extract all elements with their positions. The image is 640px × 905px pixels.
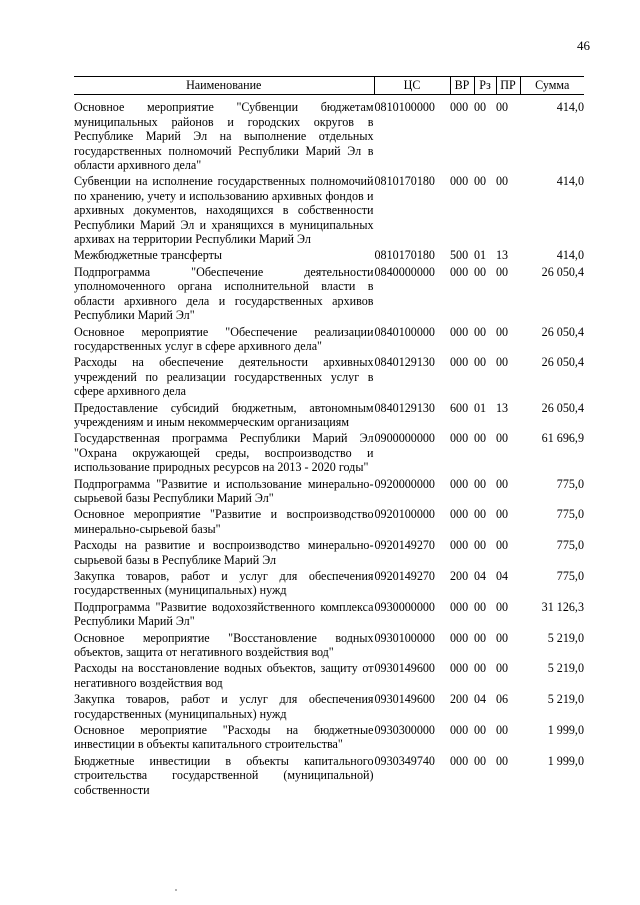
cell-vr: 200: [450, 692, 469, 707]
cell-name: Расходы на развитие и воспроизводство минерально-сырьевой базы в Республике Марий Эл: [74, 538, 374, 567]
cell-cs: 0930149600: [374, 692, 435, 707]
scan-speck: [175, 889, 177, 891]
cell-pr: 00: [496, 355, 509, 370]
cell-rz: 01: [474, 248, 487, 263]
cell-pr: 00: [496, 661, 509, 676]
cell-vr: 000: [450, 630, 469, 645]
cell-sum: 26 050,4: [541, 264, 584, 279]
cell-vr: 000: [450, 661, 469, 676]
table-row: [74, 631, 584, 662]
cell-name: Бюджетные инвестиции в объекты капитального строительства государственной (муниципальной) собственности: [74, 753, 374, 797]
cell-name: Подпрограмма "Развитие и использование минерально-сырьевой базы Республики Марий Эл": [74, 476, 374, 505]
cell-pr: 13: [496, 248, 509, 263]
cell-cs: 0920149270: [374, 538, 435, 553]
cell-vr: 000: [450, 538, 469, 553]
cell-sum: 775,0: [556, 569, 584, 583]
cell-name: Закупка товаров, работ и услуг для обеспечения государственных (муниципальных) нужд: [74, 692, 374, 721]
column-header-rz: Рз: [474, 77, 496, 95]
cell-sum: 414,0: [556, 100, 584, 115]
cell-rz: 01: [474, 400, 487, 415]
cell-rz: 00: [474, 324, 487, 339]
cell-rz: 00: [474, 174, 487, 189]
cell-vr: 000: [450, 264, 469, 279]
cell-sum: 414,0: [556, 174, 584, 189]
cell-vr: 000: [450, 355, 469, 370]
cell-pr: 00: [496, 100, 509, 115]
cell-name: Субвенции на исполнение государственных полномочий по хранению, учету и использованию архивных фондов и архивных документов, находящихся в собственности Республики Марий Эл и хранящихся в муниципальных архивах на территории Республики Марий Эл: [74, 174, 374, 247]
table-row: [74, 95, 584, 175]
cell-vr: 000: [450, 599, 469, 614]
cell-rz: 00: [474, 355, 487, 370]
cell-sum: 775,0: [556, 507, 584, 522]
cell-vr: 000: [450, 723, 469, 738]
cell-cs: 0920000000: [374, 476, 435, 491]
cell-cs: 0840000000: [374, 264, 435, 279]
cell-pr: 00: [496, 599, 509, 614]
cell-name: Государственная программа Республики Марий Эл "Охрана окружающей среды, воспроизводство и использование природных ресурсов на 2013 - 2020 годы": [74, 431, 374, 475]
table-row: [74, 265, 584, 325]
table-row: [74, 723, 584, 754]
cell-sum: 26 050,4: [541, 355, 584, 370]
table-row: [74, 355, 584, 400]
column-header-pr: ПР: [496, 77, 520, 95]
cell-pr: 00: [496, 507, 509, 522]
column-header-name: Наименование: [74, 77, 374, 95]
table-row: [74, 431, 584, 476]
budget-table: [74, 76, 584, 799]
cell-name: Подпрограмма "Обеспечение деятельности уполномоченного органа исполнительной власти в области архивного дела и государственных архивов Республики Марий Эл": [74, 264, 374, 323]
cell-pr: 00: [496, 264, 509, 279]
cell-vr: 000: [450, 324, 469, 339]
cell-name: Основное мероприятие "Развитие и воспроизводство минерально-сырьевой базы": [74, 507, 374, 536]
cell-vr: 000: [450, 174, 469, 189]
cell-pr: 00: [496, 174, 509, 189]
cell-rz: 04: [474, 569, 487, 583]
cell-vr: 000: [450, 476, 469, 491]
cell-rz: 00: [474, 507, 487, 522]
cell-rz: 00: [474, 661, 487, 676]
cell-rz: 04: [474, 692, 487, 707]
cell-pr: 00: [496, 431, 509, 446]
cell-pr: 00: [496, 753, 509, 768]
cell-sum: 26 050,4: [541, 400, 584, 415]
page-number: 46: [577, 38, 590, 53]
cell-name: Основное мероприятие "Расходы на бюджетные инвестиции в объекты капитального строительства": [74, 723, 374, 752]
cell-cs: 0810170180: [374, 174, 435, 189]
cell-pr: 06: [496, 692, 509, 707]
table-body: [74, 95, 584, 799]
cell-cs: 0930000000: [374, 599, 435, 614]
cell-rz: 00: [474, 723, 487, 738]
cell-vr: 000: [450, 100, 469, 115]
column-header-sum: Сумма: [520, 77, 584, 95]
cell-cs: 0840100000: [374, 324, 435, 339]
table-row: [74, 325, 584, 356]
table-row: [74, 477, 584, 508]
cell-sum: 775,0: [556, 538, 584, 553]
cell-cs: 0920100000: [374, 507, 435, 522]
table-row: [74, 538, 584, 569]
table-row: [74, 507, 584, 538]
cell-sum: 5 219,0: [547, 630, 584, 645]
cell-name: Расходы на обеспечение деятельности архивных учреждений по реализации государственных услуг в сфере архивного дела: [74, 355, 374, 399]
cell-name: Межбюджетные трансферты: [74, 248, 223, 263]
cell-cs: 0810100000: [374, 100, 435, 115]
cell-cs: 0810170180: [374, 248, 435, 263]
cell-cs: 0840129130: [374, 400, 435, 415]
cell-name: Основное мероприятие "Обеспечение реализации государственных услуг в сфере архивного дела": [74, 324, 374, 353]
cell-pr: 00: [496, 324, 509, 339]
cell-pr: 13: [496, 400, 509, 415]
column-header-cs: ЦС: [374, 77, 450, 95]
cell-name: Основное мероприятие "Восстановление водных объектов, защита от негативного воздействия вод": [74, 630, 374, 660]
cell-pr: 00: [496, 723, 509, 738]
cell-cs: 0840129130: [374, 355, 435, 370]
cell-rz: 00: [474, 538, 487, 553]
cell-name: Расходы на восстановление водных объектов, защиту от негативного воздействия вод: [74, 661, 374, 690]
cell-name: Предоставление субсидий бюджетным, автономным учреждениям и иным некоммерческим организациям: [74, 400, 374, 429]
cell-vr: 000: [450, 753, 469, 768]
cell-sum: 26 050,4: [541, 324, 584, 339]
cell-rz: 00: [474, 476, 487, 491]
table-row: [74, 661, 584, 692]
table-row: [74, 569, 584, 600]
table-row: [74, 692, 584, 723]
cell-rz: 00: [474, 753, 487, 768]
cell-vr: 000: [450, 431, 469, 446]
cell-rz: 00: [474, 431, 487, 446]
cell-vr: 000: [450, 507, 469, 522]
cell-name: Подпрограмма "Развитие водохозяйственного комплекса Республики Марий Эл": [74, 599, 374, 629]
cell-vr: 200: [450, 569, 469, 583]
cell-pr: 04: [496, 569, 509, 583]
cell-pr: 00: [496, 476, 509, 491]
cell-sum: 61 696,9: [541, 431, 584, 446]
cell-name: Основное мероприятие "Субвенции бюджетам муниципальных районов и городских округов в Республике Марий Эл на выполнение отдельных государственных полномочий Республики Марий Эл в области архивного дела": [74, 100, 374, 173]
cell-sum: 775,0: [556, 476, 584, 491]
cell-sum: 5 219,0: [547, 661, 584, 676]
cell-cs: 0930300000: [374, 723, 435, 738]
table-row: [74, 248, 584, 264]
cell-sum: 1 999,0: [547, 753, 584, 768]
cell-sum: 1 999,0: [547, 723, 584, 738]
cell-rz: 00: [474, 599, 487, 614]
cell-name: Закупка товаров, работ и услуг для обеспечения государственных (муниципальных) нужд: [74, 569, 374, 598]
table-row: [74, 754, 584, 799]
cell-rz: 00: [474, 630, 487, 645]
cell-vr: 500: [450, 248, 469, 263]
cell-rz: 00: [474, 100, 487, 115]
cell-vr: 600: [450, 400, 469, 415]
cell-sum: 5 219,0: [547, 692, 584, 707]
cell-cs: 0930100000: [374, 630, 435, 645]
table-row: [74, 600, 584, 631]
column-header-vr: ВР: [450, 77, 474, 95]
cell-pr: 00: [496, 630, 509, 645]
cell-rz: 00: [474, 264, 487, 279]
cell-sum: 31 126,3: [541, 599, 584, 614]
cell-sum: 414,0: [556, 248, 584, 263]
cell-cs: 0900000000: [374, 431, 435, 446]
cell-cs: 0920149270: [374, 569, 435, 583]
table-row: [74, 174, 584, 248]
table-header-row: [74, 77, 584, 95]
cell-cs: 0930149600: [374, 661, 435, 676]
table-row: [74, 401, 584, 432]
cell-pr: 00: [496, 538, 509, 553]
cell-cs: 0930349740: [374, 753, 435, 768]
